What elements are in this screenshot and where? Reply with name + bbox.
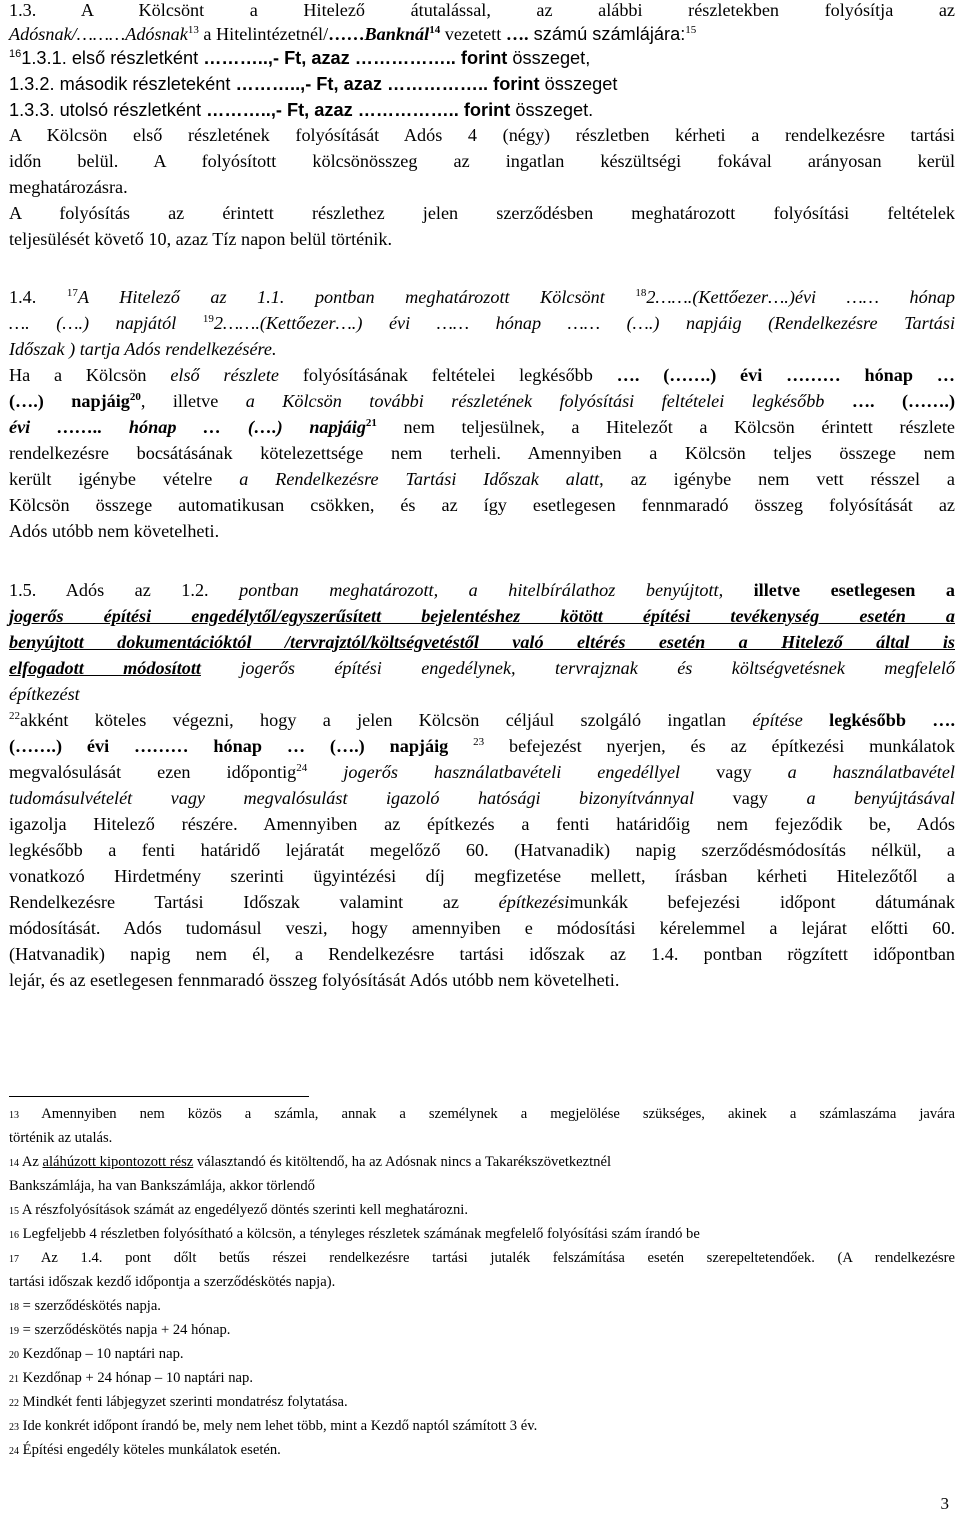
paragraph-line: [9, 708, 955, 732]
text: teljesülését követő 10, azaz Tíz napon belül történik.: [9, 229, 392, 249]
footnote-ref: 16: [9, 47, 22, 60]
text: Ide konkrét időpont írandó be, mely nem lehet több, mint a Kezdő naptól számított 3 év.: [19, 1418, 538, 1434]
text: számú számlájára:: [528, 24, 686, 44]
text: a Kölcsön további részletének folyósítási feltételei legkésőbb: [245, 391, 825, 411]
text: összeget: [539, 74, 618, 94]
footnote-ref: 13: [187, 23, 199, 36]
section-1-5-line-1: [9, 578, 955, 602]
footnote-23: [9, 1416, 955, 1438]
text: , illetve: [140, 391, 246, 411]
text: 2…….(Kettőezer….) évi …… hónap …… (….) napjáig (Rendelkezésre Tartási: [213, 313, 955, 333]
paragraph-line: [9, 734, 955, 758]
paragraph-line: [9, 604, 955, 628]
footnote-number: 13: [9, 1110, 19, 1121]
paragraph-line: [9, 467, 955, 491]
paragraph-line: [9, 337, 955, 361]
footnote-17: [9, 1248, 955, 1270]
text: nem teljesülnek, a Hitelezőt a Kölcsön érintett részlete: [376, 417, 956, 437]
footnote-number: 21: [9, 1374, 19, 1385]
paragraph-line: [9, 942, 955, 966]
paragraph-line: [9, 786, 955, 810]
footnote-ref: 22: [9, 709, 20, 722]
text: jogerős építési engedélynek, tervrajznak és költségvetésnek megfelelő: [200, 658, 955, 678]
paragraph-line: [9, 968, 955, 992]
text: vagy: [694, 788, 807, 808]
fill-blank: (….) napjáig: [9, 391, 130, 411]
text: A Kölcsön első részletének folyósítását Adós 4 (négy) részletben kérheti a rendelkezésre tartási: [9, 125, 955, 145]
text: jogerős építési engedélytől/egyszerűsített bejelentéshez kötött építési tevékenység esetén a: [9, 606, 955, 626]
footnote-ref: 21: [365, 416, 377, 429]
footnote-13: [9, 1104, 955, 1126]
footnote-ref: 19: [202, 312, 214, 325]
text: a benyújtásával: [806, 788, 955, 808]
footnote-ref: 18: [635, 286, 647, 299]
paragraph-line: [9, 890, 955, 914]
footnote-ref: 23: [473, 735, 485, 748]
paragraph-line: [9, 201, 955, 225]
text: befejezést nyerjen, és az építkezési munkálatok: [484, 736, 955, 756]
section-1-3-line-2: [9, 22, 955, 46]
text: A Hitelező az 1.1. pontban meghatározott Kölcsönt: [77, 287, 605, 307]
paragraph-line: [9, 389, 955, 413]
paragraph-line: [9, 656, 955, 680]
text: Adósnak/………Adósnak: [9, 24, 188, 44]
text: Rendelkezésre Tartási Időszak valamint az: [9, 892, 499, 912]
text: A folyósítás az érintett részlethez jelen szerződésben meghatározott folyósítási feltételek: [9, 203, 955, 223]
text: Építési engedély köteles munkálatok esetén.: [19, 1442, 281, 1458]
text: Adós utóbb nem követelheti.: [9, 521, 220, 541]
text: történik az utalás.: [9, 1130, 113, 1146]
text: (Hatvanadik) napig nem él, a Rendelkezésre tartási időszak az 1.4. pontban rögzített időpontban: [9, 944, 955, 964]
text: igazolja Hitelező részére. Amennyiben az építkezés a fenti határidőig nem fejeződik be, Adós: [9, 814, 955, 834]
text: Ha a Kölcsön: [9, 365, 171, 385]
text: vagy: [680, 762, 788, 782]
paragraph-line: [9, 519, 955, 543]
text: folyósításának feltételei legkésőbb: [279, 365, 617, 385]
paragraph-line: [9, 149, 955, 173]
text: = szerződéskötés napja.: [19, 1298, 161, 1314]
paragraph-line: [9, 493, 955, 517]
paragraph-line: [9, 812, 955, 836]
footnote-ref: 17: [66, 286, 78, 299]
text: meghatározásra.: [9, 177, 128, 197]
text: utolsó részletként: [54, 100, 207, 120]
footnote-ref: 14: [429, 23, 441, 36]
paragraph-line: [9, 227, 955, 251]
item-number: 1.3.3.: [9, 100, 55, 120]
text: építkezési: [498, 892, 570, 912]
paragraph-line: [9, 838, 955, 862]
paragraph-line: [9, 441, 955, 465]
footnote-24: [9, 1440, 955, 1462]
footnote-18: [9, 1296, 955, 1318]
text: munkák befejezési időpont dátumának: [569, 892, 955, 912]
text: ….: [505, 24, 529, 44]
text: rendelkezésre bocsátásának kötelezettsége nem terheli. Amennyiben a Kölcsön teljes összege nem: [9, 443, 955, 463]
text: Bankszámlája, ha van Bankszámlája, akkor törlendő: [9, 1178, 315, 1194]
text: akként köteles végezni, hogy a jelen Kölcsön céljául szolgáló ingatlan: [20, 710, 753, 730]
text: ……: [328, 24, 365, 44]
footnote-14-cont: [9, 1176, 955, 1196]
text: Kezdőnap + 24 hónap – 10 naptári nap.: [19, 1370, 253, 1386]
footnote-21: [9, 1368, 955, 1390]
text: illetve esetlegesen a: [723, 580, 955, 600]
footnote-14: [9, 1152, 955, 1174]
text: időn belül.: [9, 151, 119, 171]
footnote-15: [9, 1200, 955, 1222]
fill-blank: évi …….. hónap … (….) napjáig: [9, 417, 366, 437]
text: , az igénybe nem vett résszel a: [599, 469, 956, 489]
paragraph-line: [9, 682, 955, 706]
fill-blank: …. (…….) évi ……… hónap …: [616, 365, 955, 385]
text: első részlete: [170, 365, 280, 385]
footnote-number: 15: [9, 1206, 19, 1217]
footnote-number: 20: [9, 1350, 19, 1361]
text: legkésőbb ….: [802, 710, 956, 730]
text: tartási időszak kezdő időpontja a szerződéskötés napja).: [9, 1274, 336, 1290]
footnote-13-cont: [9, 1128, 955, 1148]
text: benyújtott dokumentációktól /tervrajztól/költségvetéstől való eltérés esetén a Hitelező által is: [9, 632, 955, 652]
footnote-ref: 24: [296, 761, 308, 774]
footnote-number: 23: [9, 1422, 19, 1433]
text: A részfolyósítások számát az engedélyező döntés szerinti kell meghatározni.: [19, 1202, 469, 1218]
text: Mindkét fenti lábjegyzet szerinti mondatrész folytatása.: [19, 1394, 348, 1410]
text: A folyósított kölcsönösszeg az ingatlan készültségi fokával arányosan kerül: [153, 151, 955, 171]
text: összeget,: [507, 48, 591, 68]
paragraph-line: [9, 916, 955, 940]
fill-blank: …. (…….): [824, 391, 956, 411]
text: 2…….(Kettőezer….)évi …… hónap: [646, 287, 956, 307]
installment-2: [9, 72, 955, 96]
text: elfogadott módosított: [9, 658, 201, 678]
footnote-ref: 20: [129, 390, 141, 403]
text: vonatkozó Hirdetmény szerinti ügyintézési díj megfizetése mellett, írásban kérheti Hitelezőtől a: [9, 866, 955, 886]
footnote-number: 14: [9, 1158, 19, 1169]
text: legkésőbb a fenti határidő lejáratát megelőző 60. (Hatvanadik) napig szerződésmódosítás nélkül, a: [9, 840, 955, 860]
footnote-20: [9, 1344, 955, 1366]
text: Amennyiben nem közös a számla, annak a személynek a megjelölése szükséges, akinek a számlaszáma javára: [19, 1106, 955, 1122]
footnote-number: 22: [9, 1398, 19, 1409]
text: a Rendelkezésre Tartási Időszak alatt: [239, 469, 600, 489]
text: lejár, és az esetlegesen fennmaradó összeg folyósítását Adós utóbb nem követelheti.: [9, 970, 620, 990]
text: építkezést: [9, 684, 80, 704]
text: Kezdőnap – 10 naptári nap.: [19, 1346, 184, 1362]
text: Kölcsön összege automatikusan csökken, és az így esetlegesen fennmaradó összeg folyósítását az: [9, 495, 955, 515]
text: …. (….) napjától: [9, 313, 177, 333]
text: módosítását. Adós tudomásul veszi, hogy amennyiben e módosítási kérelemmel a lejárat előtti 60.: [9, 918, 955, 938]
text: építése: [752, 710, 803, 730]
page-number: 3: [940, 1494, 949, 1513]
paragraph-line: [9, 760, 955, 784]
text: második részleteként: [54, 74, 236, 94]
paragraph-line: [9, 415, 955, 439]
text: Banknál: [364, 24, 430, 44]
text: Legfeljebb 4 részletben folyósítható a kölcsön, a tényleges részletek számának megfelelő folyósítási szám írandó be: [19, 1226, 700, 1242]
footnote-number: 19: [9, 1326, 19, 1337]
text: Adós az 1.2.: [36, 580, 240, 600]
text: A Kölcsönt a Hitelező átutalással, az alábbi részletekben folyósítja az: [80, 0, 955, 20]
footnote-number: 16: [9, 1230, 19, 1241]
text: megvalósulását ezen időpontig: [9, 762, 297, 782]
fill-blank: ………..,- Ft, azaz …………….. forint: [235, 74, 540, 94]
item-number: 1.3.1.: [21, 48, 67, 68]
section-number: 1.5.: [9, 580, 37, 600]
text: összeget.: [510, 100, 594, 120]
fill-blank: ………..,- Ft, azaz …………….. forint: [203, 48, 508, 68]
text: Az 1.4. pont dőlt betűs részei rendelkezésre tartási jutalék felszámítása esetén szerepeltetendőek. (A rendelkezésre: [19, 1250, 955, 1266]
section-number: 1.3.: [9, 0, 37, 20]
fill-blank: ………..,- Ft, azaz …………….. forint: [206, 100, 511, 120]
footnote-17-cont: [9, 1272, 955, 1292]
text: jogerős használatbavételi engedéllyel: [307, 762, 681, 782]
item-number: 1.3.2.: [9, 74, 55, 94]
text: Időszak ) tartja Adós rendelkezésére.: [9, 339, 277, 359]
footnote-separator: [9, 1096, 309, 1097]
paragraph-line: [9, 123, 955, 147]
fill-blank: (…….) évi ……… hónap … (….) napjáig: [9, 736, 449, 756]
footnote-ref: 15: [685, 23, 697, 36]
paragraph-line: [9, 311, 955, 335]
text: Az: [19, 1154, 43, 1170]
section-1-4-line-1: [9, 285, 955, 309]
text: aláhúzott kipontozott rész: [42, 1154, 194, 1170]
text: vezetett: [440, 24, 506, 44]
text: választandó és kitöltendő, ha az Adósnak nincs a Takarékszövetkeztnél: [193, 1154, 612, 1170]
footnote-22: [9, 1392, 955, 1414]
paragraph-line: [9, 175, 955, 199]
footnote-number: 17: [9, 1254, 19, 1265]
text: került igénybe vételre: [9, 469, 240, 489]
paragraph-line: [9, 864, 955, 888]
text: a használatbavétel: [787, 762, 955, 782]
installment-1: [9, 46, 955, 70]
text: első részletként: [66, 48, 204, 68]
section-1-3-line-1: [9, 0, 955, 22]
text: = szerződéskötés napja + 24 hónap.: [19, 1322, 231, 1338]
text: tudomásulvételét vagy megvalósulást igazoló hatósági bizonyítvánnyal: [9, 788, 695, 808]
footnote-number: 18: [9, 1302, 19, 1313]
footnote-16: [9, 1224, 955, 1246]
text: a Hitelintézetnél/: [198, 24, 329, 44]
footnote-number: 24: [9, 1446, 19, 1457]
paragraph-line: [9, 630, 955, 654]
text: pontban meghatározott, a hitelbírálathoz benyújtott,: [239, 580, 724, 600]
installment-3: [9, 98, 955, 122]
paragraph-line: [9, 363, 955, 387]
footnote-19: [9, 1320, 955, 1342]
section-number: 1.4.: [9, 287, 37, 307]
